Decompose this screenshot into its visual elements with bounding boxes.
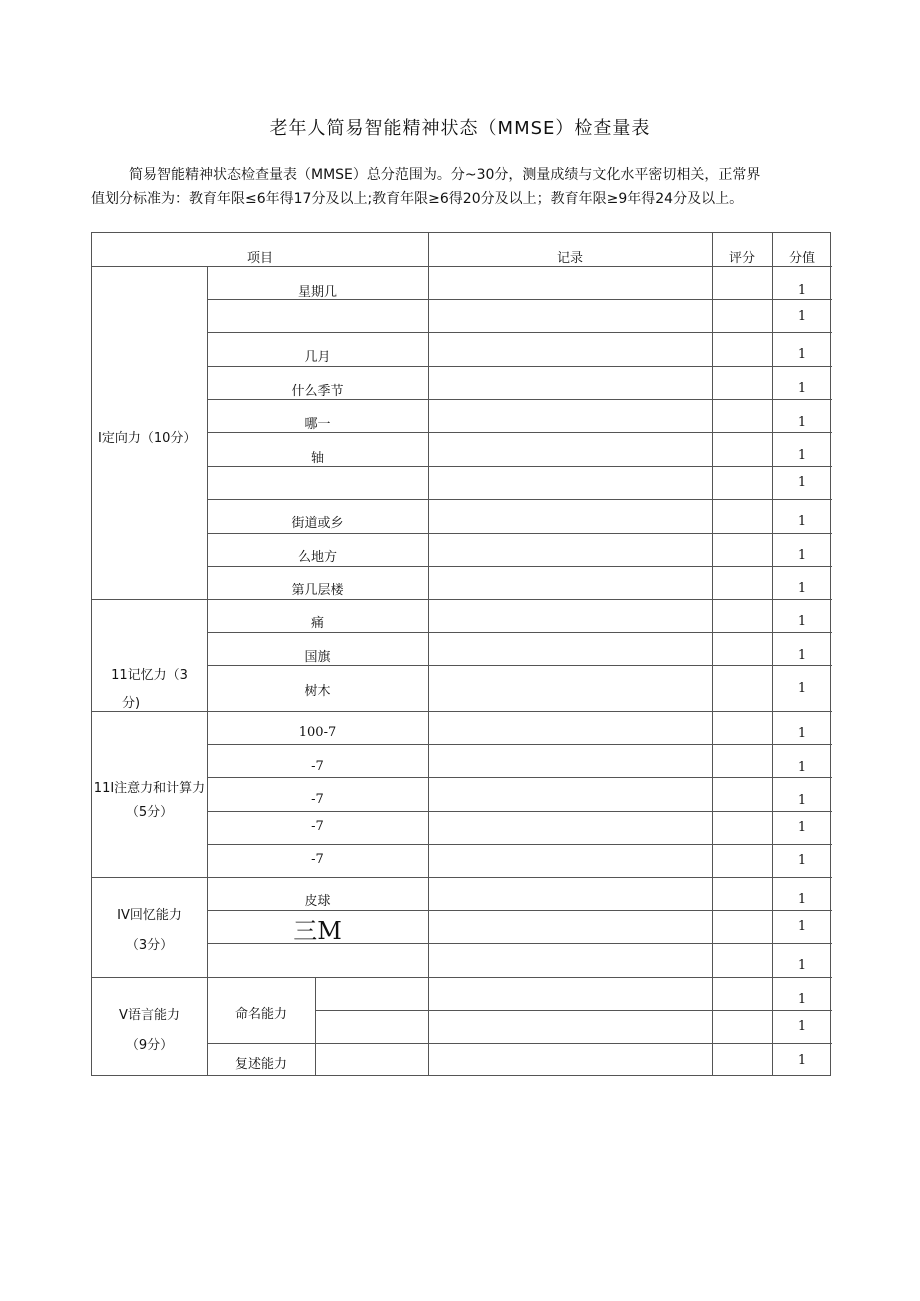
points-value: 1: [797, 760, 807, 775]
points-value: 1: [797, 853, 807, 868]
section-recall-line2: （3分）: [125, 938, 174, 953]
item-text: 国旗: [304, 650, 331, 665]
item-text: 痛: [310, 616, 324, 631]
section-language-line2: （9分）: [125, 1038, 174, 1053]
item-text: 街道或乡: [291, 516, 344, 531]
section-attention-line1: 11I注意力和计算力: [93, 781, 206, 796]
section-memory-line2: 分): [122, 696, 141, 711]
points-value: 1: [797, 648, 807, 663]
points-value: 1: [797, 1053, 807, 1068]
points-value: 1: [797, 919, 807, 934]
sub-repeat: 复述能力: [234, 1057, 287, 1072]
item-text: 树木: [304, 684, 331, 699]
points-value: 1: [797, 548, 807, 563]
item-text: 轴: [310, 451, 324, 466]
section-orientation: I定向力（10分）: [98, 431, 197, 446]
section-recall-line1: IV回忆能力: [117, 908, 182, 923]
item-text: 皮球: [304, 894, 331, 909]
points-value: 1: [797, 514, 807, 529]
item-text: 100-7: [298, 725, 337, 740]
header-record: 记录: [556, 251, 583, 266]
points-value: 1: [797, 992, 807, 1007]
section-attention-line2: （5分）: [125, 805, 174, 820]
points-value: 1: [797, 681, 807, 696]
item-text: -7: [311, 792, 324, 807]
header-points: 分值: [788, 251, 815, 266]
points-value: 1: [797, 448, 807, 463]
intro-line-1: 简易智能精神状态检查量表（MMSE）总分范围为。分~30分，测量成绩与文化水平密切相关，正常界: [129, 167, 761, 183]
points-value: 1: [797, 415, 807, 430]
item-text: -7: [311, 819, 324, 834]
header-score: 评分: [728, 251, 755, 266]
item-text: 三M: [293, 917, 342, 945]
points-value: 1: [797, 958, 807, 973]
item-text: 么地方: [297, 550, 337, 565]
item-text: -7: [311, 852, 324, 867]
points-value: 1: [797, 283, 807, 298]
points-value: 1: [797, 892, 807, 907]
item-text: 星期几: [297, 285, 337, 300]
item-text: 哪一: [304, 417, 331, 432]
points-value: 1: [797, 614, 807, 629]
item-text: 什么季节: [291, 384, 344, 399]
item-text: 几月: [304, 350, 331, 365]
item-text: -7: [311, 759, 324, 774]
section-memory-line1: 11记忆力（3: [111, 668, 188, 683]
sub-naming: 命名能力: [234, 1007, 287, 1022]
intro-line-2: 值划分标准为：教育年限≤6年得17分及以上;教育年限≥6得20分及以上；教育年限≥9年得24分及以上。: [91, 191, 744, 207]
points-value: 1: [797, 1019, 807, 1034]
points-value: 1: [797, 381, 807, 396]
points-value: 1: [797, 475, 807, 490]
page-title: 老年人简易智能精神状态（MMSE）检查量表: [269, 118, 651, 139]
points-value: 1: [797, 726, 807, 741]
points-value: 1: [797, 581, 807, 596]
points-value: 1: [797, 793, 807, 808]
points-value: 1: [797, 347, 807, 362]
header-item: 项目: [246, 251, 273, 266]
points-value: 1: [797, 820, 807, 835]
item-text: 第几层楼: [291, 583, 344, 598]
section-language-line1: V语言能力: [119, 1008, 180, 1023]
points-value: 1: [797, 309, 807, 324]
mmse-table: [91, 232, 831, 1076]
intro-paragraph: [91, 163, 831, 211]
